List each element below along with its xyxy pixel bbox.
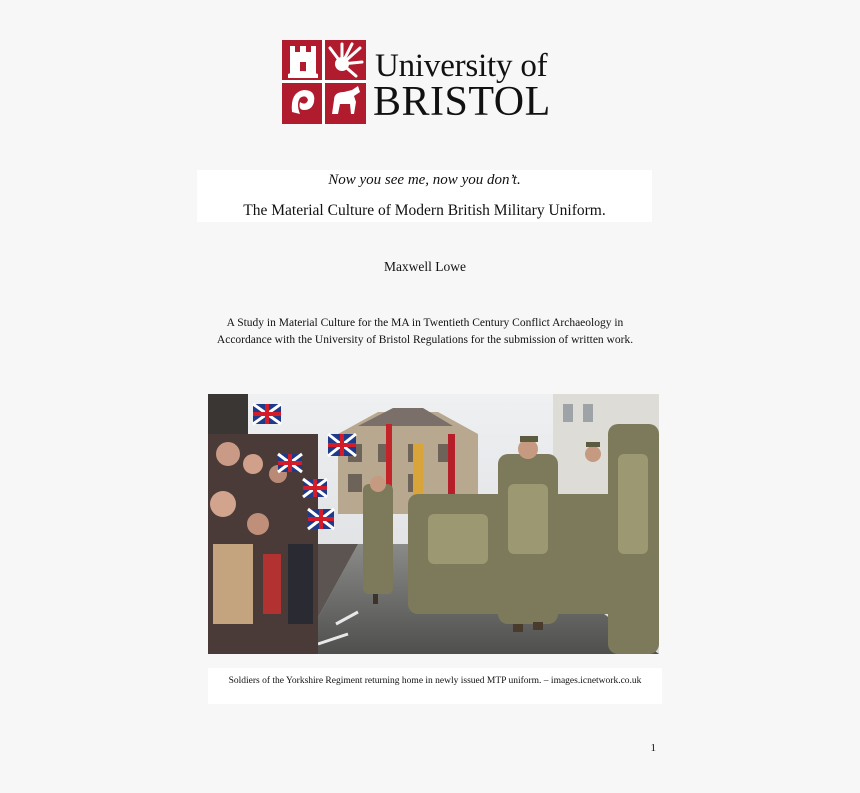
crest-icon (282, 40, 366, 124)
title-box (197, 170, 652, 222)
document-subtitle: Now you see me, now you don’t. (328, 172, 521, 188)
document-title: The Material Culture of Modern British Military Uniform. (243, 202, 606, 219)
parade-photo-illustration (208, 394, 659, 654)
document-description (200, 315, 650, 349)
logo-text-line2: BRISTOL (373, 79, 551, 125)
page-number: 1 (650, 742, 656, 754)
photo-caption: Soldiers of the Yorkshire Regiment returning home in newly issued MTP uniform. – images.icnetwork.co.uk (228, 676, 642, 686)
description-line: Accordance with the University of Bristol Regulations for the submission of written work. (216, 334, 634, 346)
author-name: Maxwell Lowe (383, 259, 467, 274)
parade-photo (208, 394, 659, 654)
university-logo (282, 40, 572, 124)
description-line: A Study in Material Culture for the MA in Twentieth Century Conflict Archaeology in (226, 317, 624, 329)
logo-text-line1: University of (375, 48, 548, 84)
caption-box (208, 668, 662, 704)
